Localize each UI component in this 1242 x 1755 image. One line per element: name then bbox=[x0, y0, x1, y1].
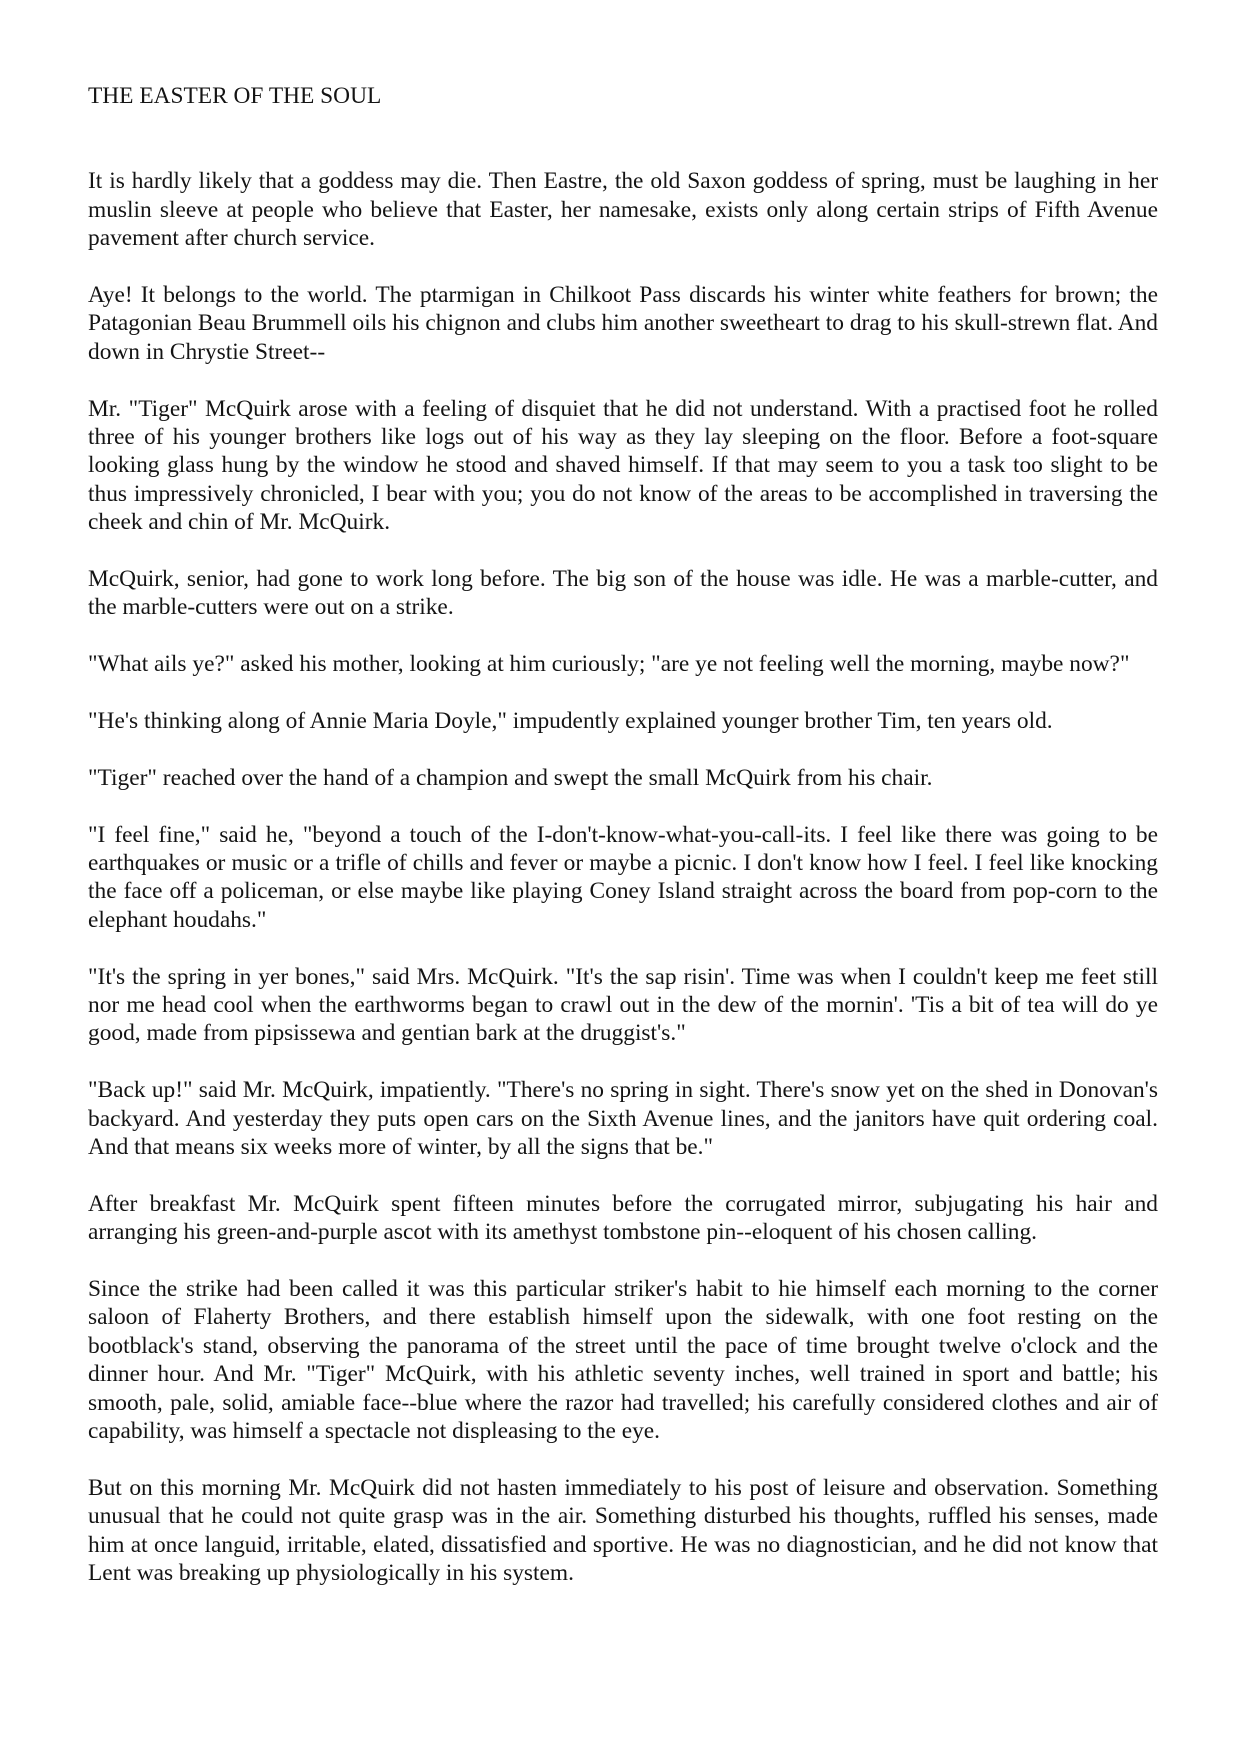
paragraph-9: "It's the spring in yer bones," said Mrs. McQuirk. "It's the sap risin'. Time was when I couldn't keep me feet still nor me head cool when the earthworms began to crawl out in the dew of the mornin'. 'Tis a bit of tea will do ye good, made from pipsissewa and gentian bark at the druggist's." bbox=[88, 963, 1158, 1047]
paragraph-11: After breakfast Mr. McQuirk spent fifteen minutes before the corrugated mirror, subjugating his hair and arranging his green-and-purple ascot with its amethyst tombstone pin--eloquent of his chosen calling. bbox=[88, 1190, 1158, 1246]
paragraph-5: "What ails ye?" asked his mother, looking at him curiously; "are ye not feeling well the morning, maybe now?" bbox=[88, 651, 1130, 678]
paragraph-13: But on this morning Mr. McQuirk did not hasten immediately to his post of leisure and observation. Something unusual that he could not quite grasp was in the air. Something disturbed his thoughts, ruffled his senses, made him at once languid, irritable, elated, dissatisfied and sportive. He was no diagnostician, and he did not know that Lent was breaking up physiologically in his system. bbox=[88, 1474, 1158, 1587]
paragraph-10: "Back up!" said Mr. McQuirk, impatiently. "There's no spring in sight. There's snow yet on the shed in Donovan's backyard. And yesterday they puts open cars on the Sixth Avenue lines, and the janitors have quit ordering coal. And that means six weeks more of winter, by all the signs that be." bbox=[88, 1077, 1158, 1161]
paragraph-3: Mr. "Tiger" McQuirk arose with a feeling of disquiet that he did not understand. With a practised foot he rolled three of his younger brothers like logs out of his way as they lay sleeping on the floor. Before a foot-square looking glass hung by the window he stood and shaved himself. If that may seem to you a task too slight to be thus impressively chronicled, I bear with you; you do not know of the areas to be accomplished in traversing the cheek and chin of Mr. McQuirk. bbox=[88, 395, 1158, 536]
document-page bbox=[88, 82, 1158, 1616]
paragraph-7: "Tiger" reached over the hand of a champion and swept the small McQuirk from his chair. bbox=[88, 764, 933, 791]
paragraph-2: Aye! It belongs to the world. The ptarmigan in Chilkoot Pass discards his winter white feathers for brown; the Patagonian Beau Brummell oils his chignon and clubs him another sweetheart to drag to his skull-strewn flat. And down in Chrystie Street-- bbox=[88, 282, 1158, 365]
paragraph-4: McQuirk, senior, had gone to work long before. The big son of the house was idle. He was a marble-cutter, and the marble-cutters were out on a strike. bbox=[88, 566, 1158, 621]
paragraph-6: "He's thinking along of Annie Maria Doyle," impudently explained younger brother Tim, ten years old. bbox=[88, 708, 1053, 735]
paragraph-12: Since the strike had been called it was this particular striker's habit to hie himself each morning to the corner saloon of Flaherty Brothers, and there establish himself upon the sidewalk, with one foot resting on the bootblack's stand, observing the panorama of the street until the pace of time brought twelve o'clock and the dinner hour. And Mr. "Tiger" McQuirk, with his athletic seventy inches, well trained in sport and battle; his smooth, pale, solid, amiable face--blue where the razor had travelled; his carefully considered clothes and air of capability, was himself a spectacle not displeasing to the eye. bbox=[88, 1276, 1158, 1445]
document-title: THE EASTER OF THE SOUL bbox=[88, 83, 382, 109]
paragraph-8: "I feel fine," said he, "beyond a touch of the I-don't-know-what-you-call-its. I feel like there was going to be earthquakes or music or a trifle of chills and fever or maybe a picnic. I don't know how I feel. I feel like knocking the face off a policeman, or else maybe like playing Coney Island straight across the board from pop-corn to the elephant houdahs." bbox=[88, 821, 1158, 933]
paragraph-1: It is hardly likely that a goddess may die. Then Eastre, the old Saxon goddess of spring, must be laughing in her muslin sleeve at people who believe that Easter, her namesake, exists only along certain strips of Fifth Avenue pavement after church service. bbox=[88, 168, 1158, 252]
